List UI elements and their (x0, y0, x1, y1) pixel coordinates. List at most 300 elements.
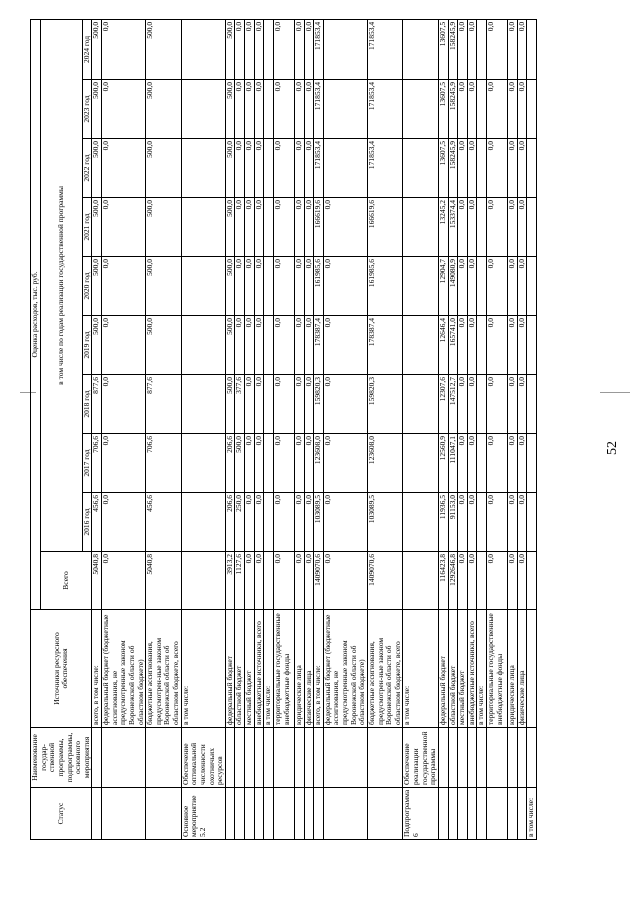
value-cell: 0,0 (517, 19, 527, 79)
value-cell: 0,0 (517, 434, 527, 493)
value-cell: 0,0 (458, 493, 468, 552)
name-cell (245, 728, 255, 788)
value-cell: 0,0 (273, 375, 294, 434)
status-cell (92, 788, 102, 840)
name-cell (235, 728, 245, 788)
value-cell: 147512,7 (448, 375, 458, 434)
value-cell: 0,0 (254, 375, 264, 434)
value-cell: 0,0 (273, 139, 294, 198)
value-cell: 456,6 (146, 493, 182, 552)
source-cell: бюджетные ассигнования, предусмотрен-ные законом Воронежской области об областном бюджете, всего (367, 610, 403, 728)
value-cell: 0,0 (102, 552, 146, 610)
value-cell: 206,6 (225, 493, 235, 552)
value-cell (527, 434, 537, 493)
budget-table (30, 19, 537, 840)
value-cell: 0,0 (245, 552, 255, 610)
value-cell: 0,0 (294, 80, 304, 139)
table-row (403, 19, 439, 839)
value-cell: 500,0 (146, 80, 182, 139)
value-cell: 171853,4 (367, 139, 403, 198)
value-cell: 0,0 (245, 139, 255, 198)
value-cell: 0,0 (458, 80, 468, 139)
value-cell: 0,0 (102, 375, 146, 434)
year-header: 2021 год (82, 198, 92, 257)
table-row (273, 19, 294, 839)
value-cell (181, 139, 225, 198)
value-cell: 0,0 (304, 493, 314, 552)
source-cell: юридические лица (508, 610, 518, 728)
status-cell (235, 788, 245, 840)
by-years-header: в том числе по годам реализации государственной программы (40, 19, 82, 551)
value-cell (264, 198, 274, 257)
value-cell: 0,0 (102, 316, 146, 375)
source-cell: в том числе: (477, 610, 487, 728)
value-cell: 0,0 (235, 139, 245, 198)
value-cell (403, 80, 439, 139)
value-cell: 0,0 (294, 139, 304, 198)
value-cell: 500,0 (146, 19, 182, 79)
year-header: 2017 год (82, 434, 92, 493)
value-cell: 0,0 (467, 552, 477, 610)
value-cell (527, 375, 537, 434)
value-cell (323, 139, 367, 198)
value-cell (264, 434, 274, 493)
value-cell: 0,0 (508, 493, 518, 552)
value-cell: 0,0 (508, 375, 518, 434)
value-cell (264, 19, 274, 79)
year-header: 2024 год (82, 19, 92, 79)
source-cell: территориальные государственные внебюджетные фонды (487, 610, 508, 728)
name-cell (508, 728, 518, 788)
value-cell: 0,0 (467, 19, 477, 79)
value-cell: 500,0 (92, 257, 102, 316)
value-cell: 706,6 (92, 434, 102, 493)
value-cell: 0,0 (323, 493, 367, 552)
value-cell: 171853,4 (367, 80, 403, 139)
value-cell: 500,0 (225, 257, 235, 316)
source-cell: всего, в том числе: (92, 610, 102, 728)
name-cell (225, 728, 235, 788)
value-cell (181, 19, 225, 79)
value-cell: 706,6 (146, 434, 182, 493)
name-cell (517, 728, 527, 788)
value-cell (181, 493, 225, 552)
name-cell (438, 728, 448, 788)
name-cell (448, 728, 458, 788)
value-cell: 0,0 (487, 552, 508, 610)
value-cell: 0,0 (294, 552, 304, 610)
value-cell: 0,0 (517, 552, 527, 610)
value-cell: 0,0 (235, 257, 245, 316)
value-cell: 0,0 (517, 493, 527, 552)
name-cell (323, 728, 367, 788)
value-cell: 1292646,8 (448, 552, 458, 610)
value-cell: 500,0 (235, 434, 245, 493)
value-cell: 0,0 (458, 139, 468, 198)
value-cell: 0,0 (273, 257, 294, 316)
value-cell: 0,0 (294, 434, 304, 493)
value-cell: 0,0 (245, 19, 255, 79)
value-cell: 0,0 (304, 316, 314, 375)
value-cell (264, 552, 274, 610)
value-cell: 0,0 (273, 19, 294, 79)
value-cell (181, 552, 225, 610)
year-header: 2016 год (82, 493, 92, 552)
status-cell (323, 788, 367, 840)
value-cell: 0,0 (102, 493, 146, 552)
name-cell: Обеспечение оптимальной численности охотничьих ресурсов (181, 728, 225, 788)
value-cell: 0,0 (508, 434, 518, 493)
value-cell (181, 257, 225, 316)
name-cell (294, 728, 304, 788)
source-cell: физические лица (517, 610, 527, 728)
value-cell: 116423,8 (438, 552, 448, 610)
name-cell (254, 728, 264, 788)
value-cell (527, 316, 537, 375)
name-cell: Обеспечение реализации государственной программы (403, 728, 439, 788)
value-cell: 0,0 (273, 198, 294, 257)
value-cell: 0,0 (487, 434, 508, 493)
source-cell: в том числе: (264, 610, 274, 728)
value-cell: 500,0 (92, 139, 102, 198)
table-row (438, 19, 448, 839)
value-cell: 0,0 (254, 80, 264, 139)
value-cell: 0,0 (517, 257, 527, 316)
value-cell: 103089,5 (367, 493, 403, 552)
source-cell: областной бюджет (235, 610, 245, 728)
value-cell: 0,0 (294, 316, 304, 375)
table-row (458, 19, 468, 839)
value-cell: 500,0 (92, 198, 102, 257)
value-cell: 0,0 (304, 257, 314, 316)
value-cell: 0,0 (294, 375, 304, 434)
value-cell: 0,0 (323, 552, 367, 610)
value-cell: 0,0 (254, 198, 264, 257)
table-row (323, 19, 367, 839)
value-cell: 500,0 (225, 198, 235, 257)
year-header: 2019 год (82, 316, 92, 375)
value-cell: 1409070,6 (314, 552, 324, 610)
value-cell: 0,0 (467, 257, 477, 316)
value-cell: 0,0 (323, 375, 367, 434)
value-cell: 0,0 (294, 493, 304, 552)
value-cell (181, 375, 225, 434)
value-cell: 250,0 (235, 493, 245, 552)
rotated-page (30, 20, 600, 840)
value-cell: 5040,8 (92, 552, 102, 610)
value-cell: 0,0 (458, 198, 468, 257)
value-cell: 0,0 (245, 80, 255, 139)
value-cell (181, 80, 225, 139)
value-cell: 500,0 (225, 19, 235, 79)
value-cell: 0,0 (487, 139, 508, 198)
value-cell: 0,0 (245, 375, 255, 434)
value-cell: 0,0 (487, 375, 508, 434)
value-cell: 0,0 (235, 316, 245, 375)
value-cell (403, 552, 439, 610)
value-cell: 0,0 (102, 257, 146, 316)
value-cell: 12307,6 (438, 375, 448, 434)
value-cell: 500,0 (146, 198, 182, 257)
value-cell: 178387,4 (367, 316, 403, 375)
value-cell: 171853,4 (367, 19, 403, 79)
value-cell: 0,0 (245, 198, 255, 257)
value-cell: 500,0 (146, 257, 182, 316)
value-cell: 0,0 (487, 316, 508, 375)
status-cell (448, 788, 458, 840)
value-cell: 171853,4 (314, 139, 324, 198)
status-cell (487, 788, 508, 840)
value-cell: 0,0 (508, 198, 518, 257)
value-cell: 0,0 (508, 19, 518, 79)
value-cell: 171853,4 (314, 80, 324, 139)
name-cell (92, 728, 102, 788)
value-cell (403, 434, 439, 493)
value-cell: 0,0 (245, 316, 255, 375)
status-cell (245, 788, 255, 840)
value-cell: 0,0 (294, 257, 304, 316)
value-cell: 0,0 (458, 316, 468, 375)
value-cell: 500,0 (225, 139, 235, 198)
value-cell: 0,0 (487, 493, 508, 552)
table-row (245, 19, 255, 839)
value-cell (403, 257, 439, 316)
year-header: 2022 год (82, 139, 92, 198)
value-cell: 0,0 (254, 552, 264, 610)
page-number: 52 (605, 441, 620, 455)
value-cell (403, 316, 439, 375)
status-cell (508, 788, 518, 840)
status-cell (264, 788, 274, 840)
value-cell: 159820,3 (314, 375, 324, 434)
value-cell: 171853,4 (314, 19, 324, 79)
value-cell: 0,0 (254, 316, 264, 375)
value-cell: 0,0 (235, 80, 245, 139)
value-cell (527, 493, 537, 552)
value-cell: 0,0 (254, 257, 264, 316)
value-cell: 0,0 (508, 80, 518, 139)
value-cell: 500,0 (225, 316, 235, 375)
source-cell: бюджетные ассигнования, предусмотрен-ные законом Воронежской области об областном бюджете, всего (146, 610, 182, 728)
value-cell: 158245,9 (448, 139, 458, 198)
value-cell: 12904,7 (438, 257, 448, 316)
value-cell: 0,0 (304, 552, 314, 610)
name-cell (273, 728, 294, 788)
value-cell: 12646,4 (438, 316, 448, 375)
value-cell: 0,0 (323, 257, 367, 316)
value-cell (527, 139, 537, 198)
value-cell (527, 80, 537, 139)
value-cell: 0,0 (273, 493, 294, 552)
value-cell (403, 139, 439, 198)
value-cell: 13607,5 (438, 139, 448, 198)
table-row (146, 19, 182, 839)
value-cell: 0,0 (508, 316, 518, 375)
table-row (367, 19, 403, 839)
value-cell: 0,0 (517, 316, 527, 375)
value-cell: 13607,5 (438, 19, 448, 79)
table-row (102, 19, 146, 839)
value-cell: 0,0 (273, 434, 294, 493)
value-cell: 0,0 (273, 552, 294, 610)
name-cell (304, 728, 314, 788)
value-cell: 0,0 (102, 198, 146, 257)
value-cell: 165741,0 (448, 316, 458, 375)
source-cell: федеральный бюджет (бюджетные ассигнования, не предусмотренные законом Воронежской области об областном бюджете) (323, 610, 367, 728)
name-cell (458, 728, 468, 788)
value-cell: 0,0 (323, 434, 367, 493)
value-cell: 0,0 (304, 198, 314, 257)
value-cell: 0,0 (102, 19, 146, 79)
status-cell (458, 788, 468, 840)
value-cell: 0,0 (235, 198, 245, 257)
value-cell: 0,0 (245, 257, 255, 316)
table-row (181, 19, 225, 839)
value-cell (264, 316, 274, 375)
value-cell: 161985,6 (314, 257, 324, 316)
value-cell: 0,0 (254, 139, 264, 198)
value-cell: 1127,6 (235, 552, 245, 610)
value-cell: 123608,0 (314, 434, 324, 493)
status-cell (294, 788, 304, 840)
value-cell: 877,6 (146, 375, 182, 434)
value-cell: 158245,9 (448, 19, 458, 79)
name-cell (527, 728, 537, 788)
value-cell: 0,0 (102, 434, 146, 493)
source-cell: внебюджетные источники, всего (467, 610, 477, 728)
value-cell: 0,0 (458, 257, 468, 316)
value-cell (527, 552, 537, 610)
value-cell: 153374,4 (448, 198, 458, 257)
value-cell (527, 19, 537, 79)
value-cell: 500,0 (225, 80, 235, 139)
status-cell (467, 788, 477, 840)
value-cell: 0,0 (467, 493, 477, 552)
status-cell (477, 788, 487, 840)
value-cell: 0,0 (517, 375, 527, 434)
value-cell (181, 316, 225, 375)
status-cell (225, 788, 235, 840)
table-row (264, 19, 274, 839)
source-cell: внебюджетные источники, всего (254, 610, 264, 728)
value-cell: 0,0 (508, 139, 518, 198)
value-cell: 3913,2 (225, 552, 235, 610)
value-cell: 500,0 (92, 316, 102, 375)
value-cell: 0,0 (458, 552, 468, 610)
status-cell (146, 788, 182, 840)
value-cell: 11936,5 (438, 493, 448, 552)
value-cell: 0,0 (304, 19, 314, 79)
value-cell: 0,0 (458, 434, 468, 493)
value-cell: 0,0 (467, 80, 477, 139)
value-cell: 111047,1 (448, 434, 458, 493)
status-cell (273, 788, 294, 840)
value-cell: 0,0 (467, 375, 477, 434)
name-cell (146, 728, 182, 788)
value-cell: 0,0 (304, 80, 314, 139)
year-header: 2018 год (82, 375, 92, 434)
value-cell: 0,0 (245, 493, 255, 552)
status-cell: Подпрограмма 6 (403, 788, 439, 840)
value-cell: 377,6 (235, 375, 245, 434)
value-cell (264, 80, 274, 139)
value-cell: 161985,6 (367, 257, 403, 316)
value-cell: 0,0 (323, 316, 367, 375)
table-row (517, 19, 527, 839)
value-cell: 0,0 (323, 198, 367, 257)
value-cell: 0,0 (467, 139, 477, 198)
status-cell: в том числе: (527, 788, 537, 840)
value-cell: 0,0 (304, 139, 314, 198)
value-cell: 0,0 (517, 80, 527, 139)
value-cell: 0,0 (254, 19, 264, 79)
value-cell: 0,0 (487, 257, 508, 316)
value-cell: 0,0 (467, 316, 477, 375)
status-cell (102, 788, 146, 840)
name-cell (314, 728, 324, 788)
source-cell: федеральный бюджет (бюджетные ассигнования, не предусмотренные законом Воронежской области об областном бюджете) (102, 610, 146, 728)
source-cell: местный бюджет (458, 610, 468, 728)
source-cell: в том числе: (403, 610, 439, 728)
status-cell (438, 788, 448, 840)
value-cell: 13245,2 (438, 198, 448, 257)
total-header: Всего (40, 552, 92, 610)
value-cell: 0,0 (273, 80, 294, 139)
value-cell (264, 257, 274, 316)
value-cell: 0,0 (254, 434, 264, 493)
value-cell (403, 375, 439, 434)
table-row (314, 19, 324, 839)
value-cell (403, 19, 439, 79)
value-cell: 0,0 (304, 434, 314, 493)
source-cell: местный бюджет (245, 610, 255, 728)
status-header: Статус (31, 788, 92, 840)
value-cell (403, 493, 439, 552)
value-cell: 0,0 (487, 80, 508, 139)
year-header: 2020 год (82, 257, 92, 316)
value-cell (323, 80, 367, 139)
value-cell: 166619,6 (367, 198, 403, 257)
name-cell (367, 728, 403, 788)
value-cell (527, 198, 537, 257)
value-cell (264, 493, 274, 552)
year-header: 2023 год (82, 80, 92, 139)
value-cell: 1409070,6 (367, 552, 403, 610)
source-cell (527, 610, 537, 728)
name-cell (487, 728, 508, 788)
value-cell: 149080,9 (448, 257, 458, 316)
name-header: Наименование государ-ственной программы, подпрограммы, основного мероприятия (31, 728, 92, 788)
status-cell (314, 788, 324, 840)
value-cell (323, 19, 367, 79)
value-cell: 178387,4 (314, 316, 324, 375)
value-cell (181, 434, 225, 493)
value-cell: 0,0 (458, 19, 468, 79)
value-cell: 103089,5 (314, 493, 324, 552)
value-cell (527, 257, 537, 316)
value-cell: 0,0 (304, 375, 314, 434)
value-cell (264, 139, 274, 198)
value-cell: 0,0 (508, 257, 518, 316)
value-cell: 0,0 (467, 434, 477, 493)
value-cell: 0,0 (508, 552, 518, 610)
value-cell (403, 198, 439, 257)
value-cell: 500,0 (92, 19, 102, 79)
source-cell: территориальные государственные внебюджетные фонды (273, 610, 294, 728)
value-cell: 877,6 (92, 375, 102, 434)
value-cell: 0,0 (294, 19, 304, 79)
name-cell (264, 728, 274, 788)
